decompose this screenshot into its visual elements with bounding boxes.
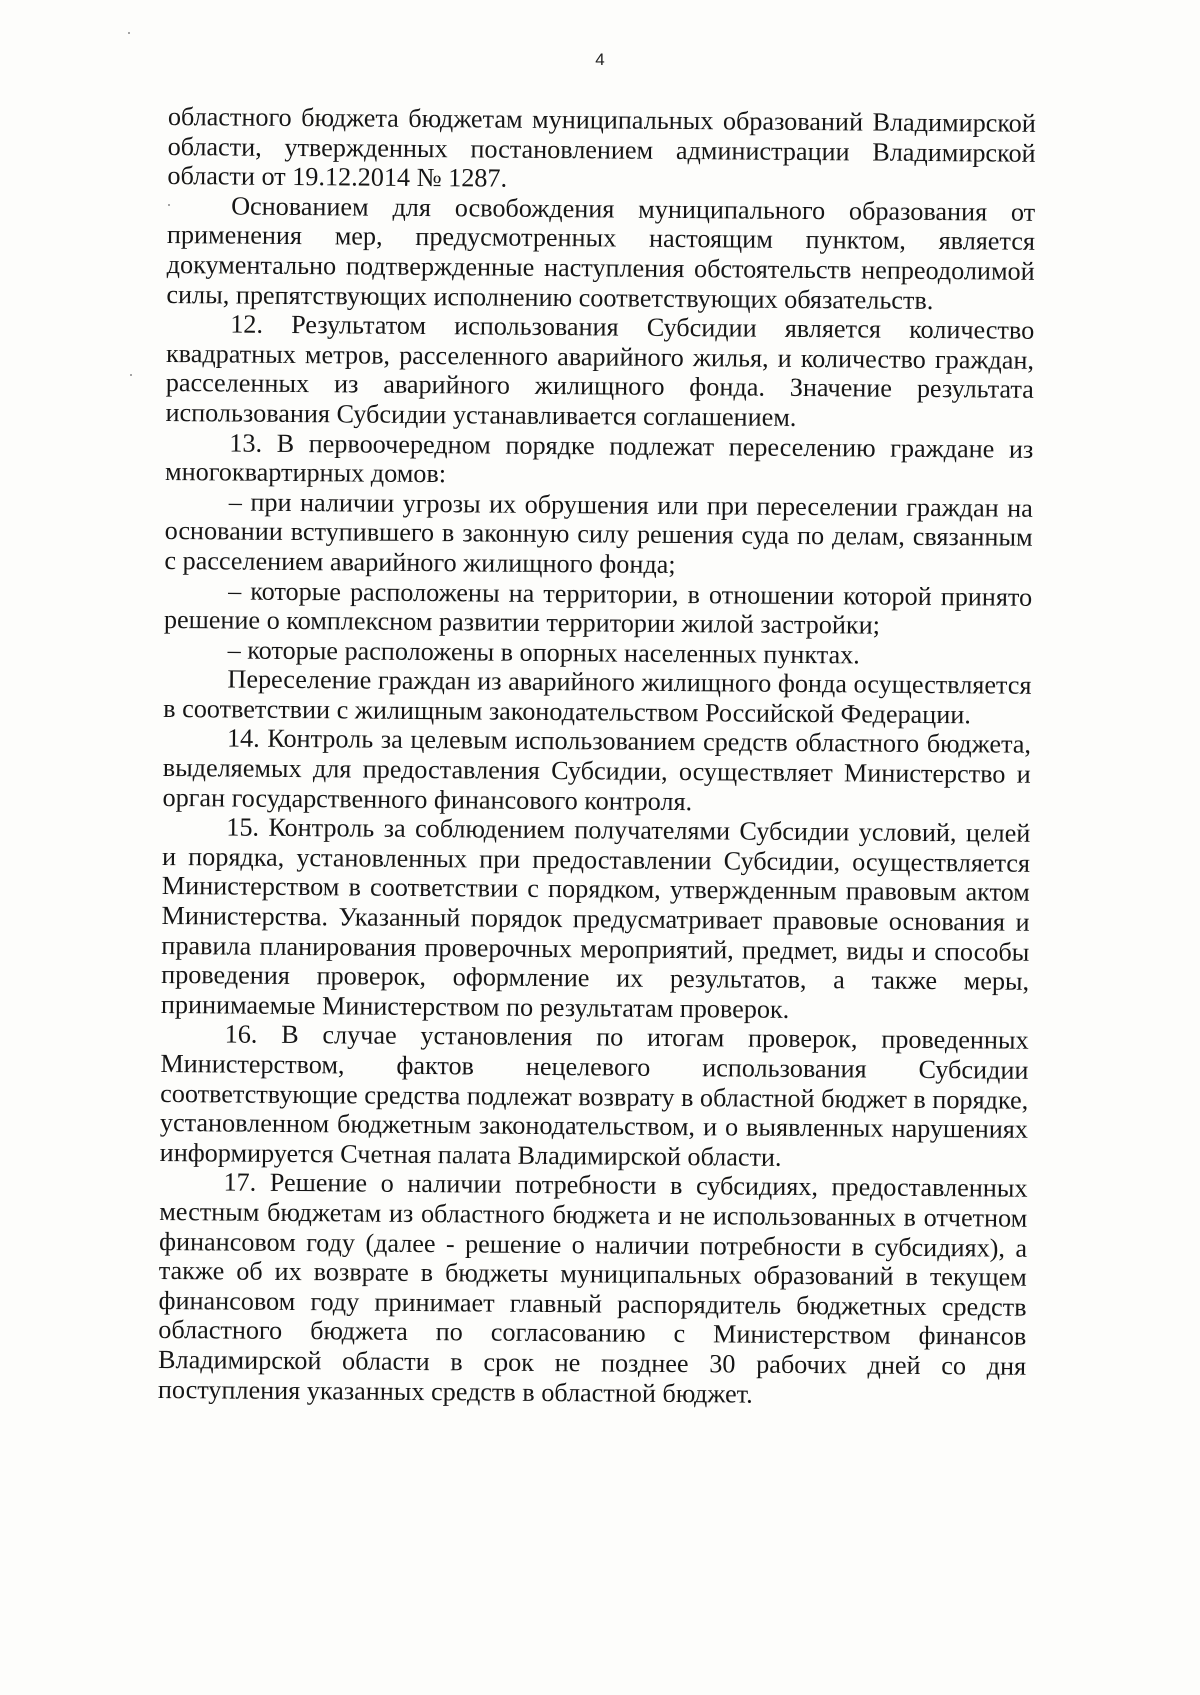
paragraph-basis: Основанием для освобождения муниципального образования от применения мер, предусмотренных настоящим пунктом, является документально подтвержденные наступления обстоятельств непреодолимой силы, препятствующих исполнению соответствующих обязательств. xyxy=(166,191,1036,315)
paragraph-item-15: 15. Контроль за соблюдением получателями Субсидии условий, целей и порядка, установленных при предоставлении Субсидии, осуществляется Министерством в соответствии с порядком, утвержденным правовым актом Министерства. Указанный порядок предусматривает правовые основания и правила планирования проверочных мероприятий, предмет, виды и способы проведения проверок, оформление их результатов, а также меры, принимаемые Министерством по результатам проверок. xyxy=(160,812,1031,1024)
paragraph-item-12: 12. Результатом использования Субсидии является количество квадратных метров, расселенного аварийного жилья, и количество граждан, расселенных из аварийного жилищного фонда. Значение результата использования Субсидии устанавливается соглашением. xyxy=(165,309,1035,432)
scan-speck xyxy=(128,32,130,34)
list-item-13-3: – которые расположены в опорных населенных пунктах. xyxy=(227,635,860,670)
scan-speck xyxy=(130,374,132,376)
paragraph-item-17: 17. Решение о наличии потребности в субсидиях, предоставленных местным бюджетам из областного бюджета и не использованных в отчетном финансовом году (далее - решение о наличии потребности в субсидиях), а также об их возврате в бюджеты муниципальных образований в текущем финансовом году принимает главный распорядитель бюджетных средств областного бюджета по согласованию с Министерством финансов Владимирской области в срок не позднее 30 рабочих дней со дня поступления указанных средств в областной бюджет. xyxy=(157,1167,1028,1409)
page-number: 4 xyxy=(595,50,605,69)
paragraph-item-13: 13. В первоочередном порядке подлежат переселению граждане из многоквартирных домов: xyxy=(164,428,1034,489)
list-item-13-2: – которые расположены на территории, в отношении которой принято решение о комплексном развитии территории жилой застройки; xyxy=(163,575,1033,640)
paragraph-resettlement: Переселение граждан из аварийного жилищного фонда осуществляется в соответствии с жилищным законодательством Российской Федерации. xyxy=(163,664,1032,730)
paragraph-item-16: 16. В случае установления по итогам проверок, проведенных Министерством, фактов нецелевого использования Субсидии соответствующие средства подлежат возврату в областной бюджет в порядке, установленном бюджетным законодательством, и о выявленных нарушениях информируется Счетная палата Владимирской области. xyxy=(159,1019,1029,1172)
paragraph-item-14: 14. Контроль за целевым использованием средств областного бюджета, выделяемых для предоставления Субсидии, осуществляет Министерство и орган государственного финансового контроля. xyxy=(162,723,1032,816)
list-item-13-1: – при наличии угрозы их обрушения или при переселении граждан на основании вступившего в законную силу решения суда по делам, связанным с расселением аварийного жилищного фонда; xyxy=(164,487,1033,579)
document-body xyxy=(158,102,1036,1411)
paragraph-continuation: областного бюджета бюджетам муниципальных образований Владимирской области, утвержденных постановлением администрации Владимирской области от 19.12.2014 № 1287. xyxy=(167,102,1036,193)
